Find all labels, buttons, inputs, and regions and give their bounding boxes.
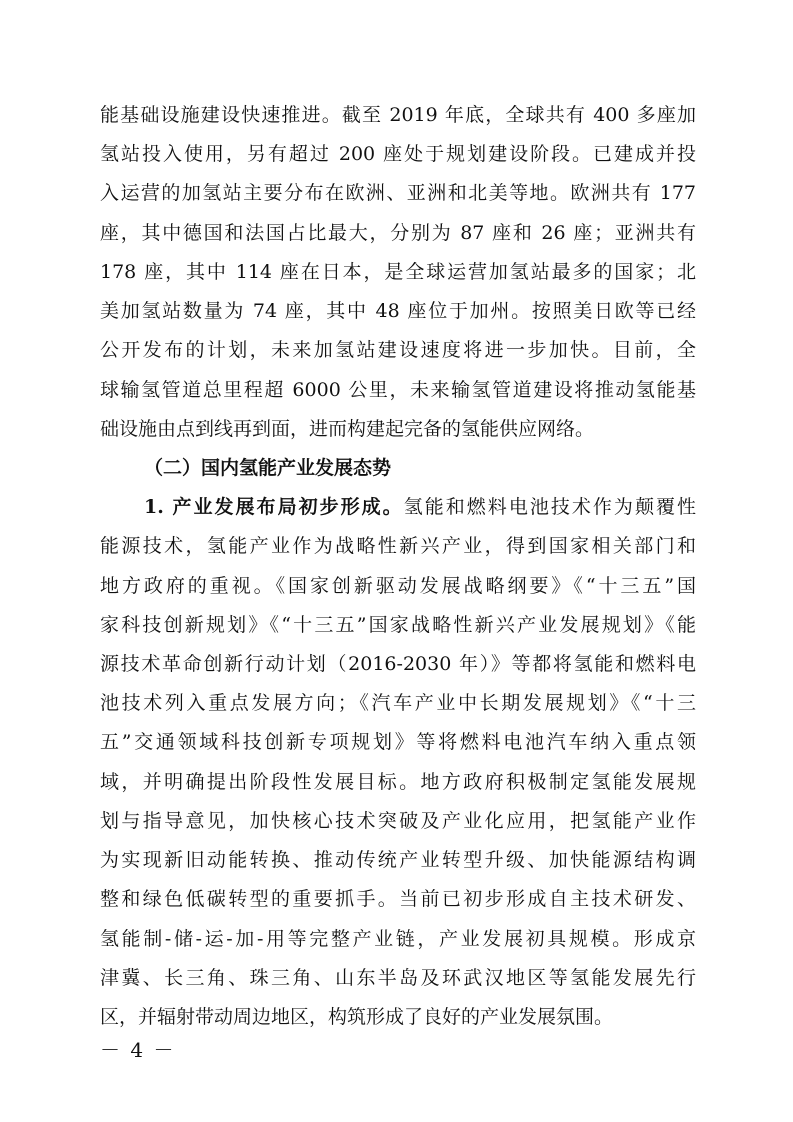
text-line: 区，并辐射带动周边地区，构筑形成了良好的产业发展氛围。 [100,1006,614,1028]
page-number: － 4 － [100,1038,176,1062]
text-line: 入运营的加氢站主要分布在欧洲、亚洲和北美等地。欧洲共有 177 [100,182,696,204]
text-line: 为实现新旧动能转换、推动传统产业转型升级、加快能源结构调 [100,849,696,871]
text-line: 域，并明确提出阶段性发展目标。地方政府积极制定氢能发展规 [100,771,696,793]
text-line: 座，其中德国和法国占比最大，分别为 87 座和 26 座；亚洲共有 [100,222,696,244]
text-line: 源技术革命创新行动计划（2016-2030 年）》等都将氢能和燃料电 [100,653,696,675]
text-line: 五”交通领域科技创新专项规划》等将燃料电池汽车纳入重点领 [100,731,696,753]
text-line: 池技术列入重点发展方向；《汽车产业中长期发展规划》《“十三 [100,692,696,714]
text-line: 球输氢管道总里程超 6000 公里，未来输氢管道建设将推动氢能基 [100,379,696,401]
text-line: 划与指导意见，加快核心技术突破及产业化应用，把氢能产业作 [100,810,696,832]
text-line: 178 座，其中 114 座在日本，是全球运营加氢站最多的国家；北 [100,261,696,283]
text-line: 美加氢站数量为 74 座，其中 48 座位于加州。按照美日欧等已经 [100,300,696,322]
text-line: 整和绿色低碳转型的重要抓手。当前已初步形成自主技术研发、 [100,888,696,910]
paragraph-lead: 1. 产业发展布局初步形成。 [144,496,404,518]
text-line: 氢站投入使用，另有超过 200 座处于规划建设阶段。已建成并投 [100,143,696,165]
text-line: 家科技创新规划》《“十三五”国家战略性新兴产业发展规划》《能 [100,614,696,636]
text-line: 公开发布的计划，未来加氢站建设速度将进一步加快。目前，全 [100,339,696,361]
text-line: 础设施由点到线再到面，进而构建起完备的氢能供应网络。 [100,418,595,440]
text-line: 氢能制-储-运-加-用等完整产业链，产业发展初具规模。形成京 [100,928,696,950]
text-line: 能基础设施建设快速推进。截至 2019 年底，全球共有 400 多座加 [100,104,696,126]
text-line: 津冀、长三角、珠三角、山东半岛及环武汉地区等氢能发展先行 [100,967,696,989]
text-line [144,490,696,524]
text-line-rest: 氢能和燃料电池技术作为颠覆性 [403,496,696,518]
text-line: 地方政府的重视。《国家创新驱动发展战略纲要》《“十三五”国 [100,575,696,597]
section-heading: （二）国内氢能产业发展态势 [144,457,392,479]
text-line: 能源技术，氢能产业作为战略性新兴产业，得到国家相关部门和 [100,535,696,557]
